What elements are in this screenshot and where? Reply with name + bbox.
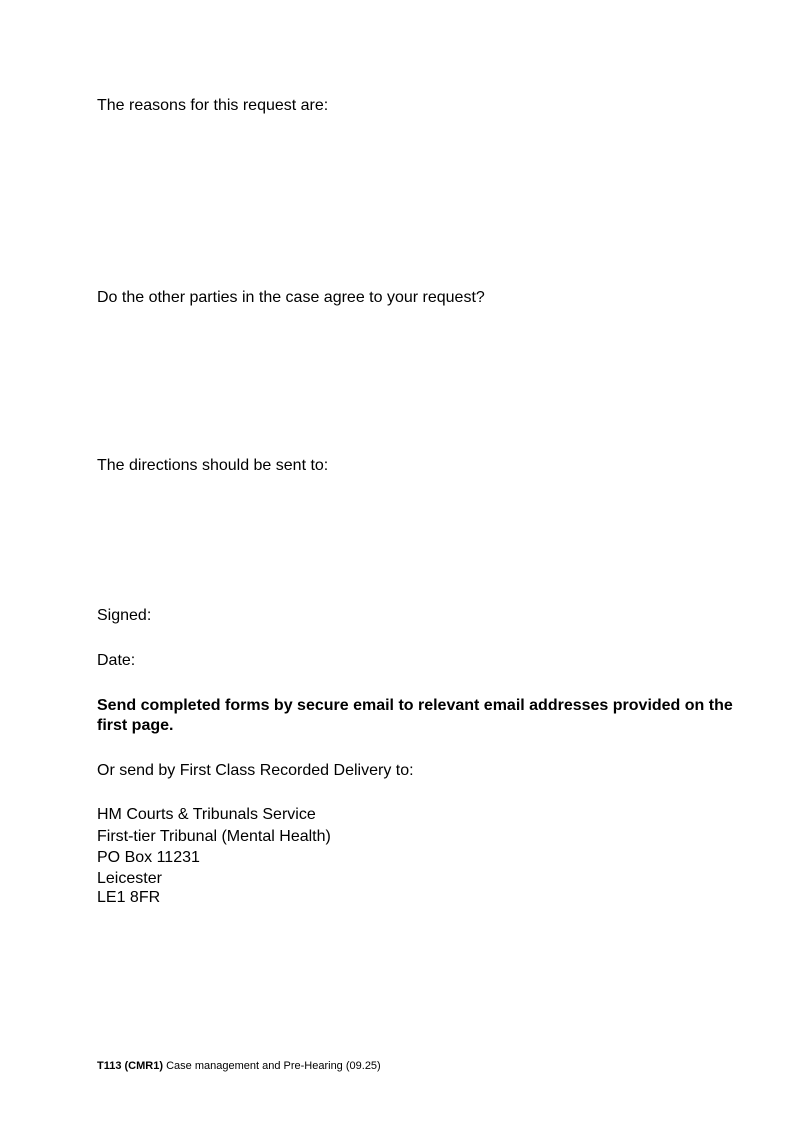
form-code: T113 (CMR1) [97, 1060, 164, 1072]
parties-agree-label: Do the other parties in the case agree to your request? [97, 289, 485, 306]
reasons-label: The reasons for this request are: [97, 97, 329, 114]
address-line: Leicester [97, 870, 162, 887]
address-line: HM Courts & Tribunals Service [97, 806, 316, 823]
signed-label: Signed: [97, 607, 152, 624]
address-line: PO Box 11231 [97, 849, 200, 866]
address-line: LE1 8FR [97, 889, 161, 906]
address-line: First-tier Tribunal (Mental Health) [97, 827, 331, 845]
form-title: Case management and Pre-Hearing (09.25) [166, 1060, 381, 1072]
email-submission-notice: Send completed forms by secure email to relevant email addresses provided on the first page. [97, 697, 733, 734]
date-label: Date: [97, 652, 136, 669]
directions-recipient-label: The directions should be sent to: [97, 457, 329, 474]
postal-address [97, 804, 331, 908]
postal-submission-notice: Or send by First Class Recorded Delivery to: [97, 762, 414, 779]
page-footer [97, 1059, 381, 1073]
